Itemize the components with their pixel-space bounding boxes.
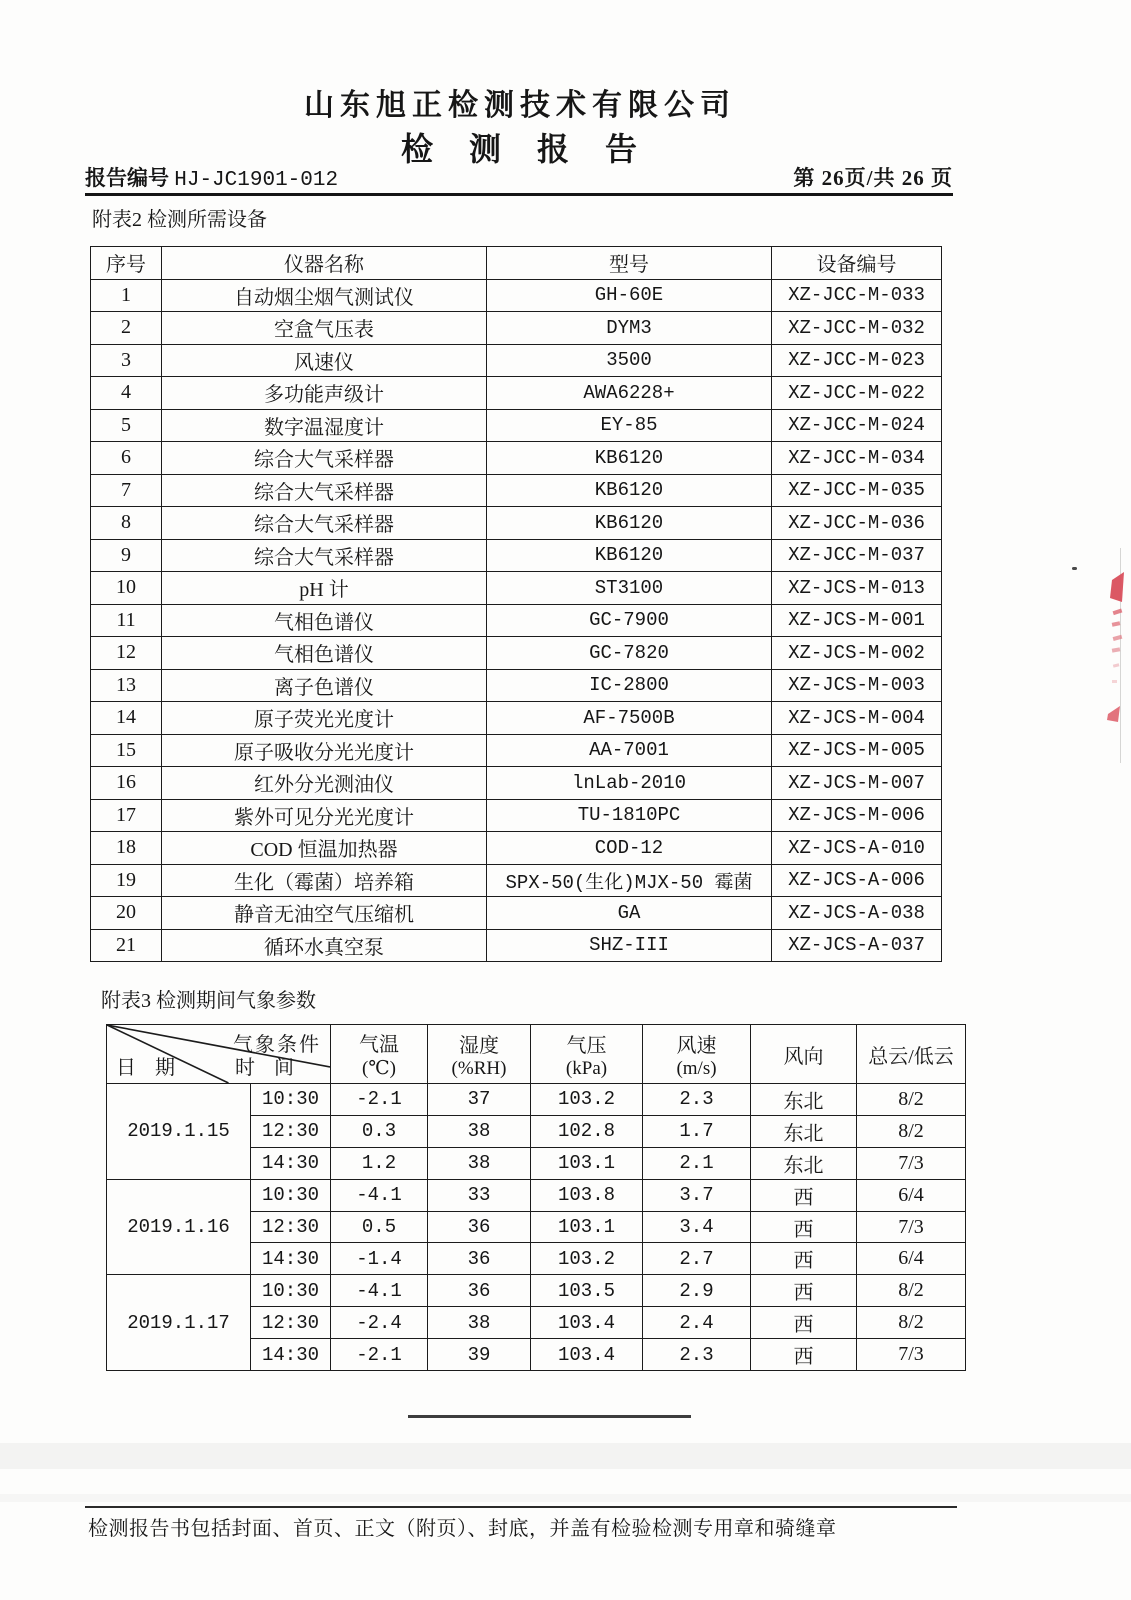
eq-name-cell: 综合大气采样器 xyxy=(162,507,487,540)
weather-value-cell: 1.7 xyxy=(643,1115,751,1147)
eq-model-cell: KB6120 xyxy=(487,474,772,507)
equipment-row xyxy=(91,897,942,930)
eq-model-cell: GH-60E xyxy=(487,279,772,312)
eq-seq-cell: 12 xyxy=(91,637,162,670)
weather-value-cell: -2.4 xyxy=(331,1307,428,1339)
company-name: 山东旭正检测技术有限公司 xyxy=(304,89,736,122)
eq-seq-cell: 17 xyxy=(91,799,162,832)
weather-value-cell: 103.1 xyxy=(531,1211,643,1243)
equipment-table-header xyxy=(91,247,942,280)
eq-code-cell: XZ-JCS-A-038 xyxy=(772,897,942,930)
eq-model-cell: EY-85 xyxy=(487,409,772,442)
eq-model-cell: ST3100 xyxy=(487,572,772,605)
equipment-row xyxy=(91,832,942,865)
eq-model-cell: COD-12 xyxy=(487,832,772,865)
eq-model-cell: TU-1810PC xyxy=(487,799,772,832)
eq-seq-cell: 19 xyxy=(91,864,162,897)
time-cell: 14:30 xyxy=(251,1147,331,1179)
eq-seq-cell: 7 xyxy=(91,474,162,507)
weather-value-cell: 东北 xyxy=(751,1147,857,1179)
weather-value-cell: 0.5 xyxy=(331,1211,428,1243)
weather-value-cell: 38 xyxy=(428,1115,531,1147)
eq-code-cell: XZ-JCC-M-023 xyxy=(772,344,942,377)
weather-value-cell: 36 xyxy=(428,1211,531,1243)
weather-value-cell: 8/2 xyxy=(857,1307,966,1339)
table3-caption: 附表3 检测期间气象参数 xyxy=(101,990,316,1012)
eq-model-cell: AF-7500B xyxy=(487,702,772,735)
weather-value-cell: 8/2 xyxy=(857,1275,966,1307)
eq-code-cell: XZ-JCS-M-001 xyxy=(772,604,942,637)
date-cell: 2019.1.15 xyxy=(107,1084,251,1180)
scan-artifact-band xyxy=(0,1494,1131,1502)
signature-line xyxy=(408,1415,691,1418)
eq-code-cell: XZ-JCS-A-010 xyxy=(772,832,942,865)
eq-model-cell: GA xyxy=(487,897,772,930)
equipment-table-body xyxy=(91,279,942,962)
eq-model-cell: KB6120 xyxy=(487,442,772,475)
time-cell: 12:30 xyxy=(251,1115,331,1147)
eq-name-cell: 空盒气压表 xyxy=(162,312,487,345)
eq-code-cell: XZ-JCC-M-035 xyxy=(772,474,942,507)
weather-value-cell: 7/3 xyxy=(857,1147,966,1179)
red-seal-stamp-fragment xyxy=(1098,552,1131,762)
col-header-seq: 序号 xyxy=(91,247,162,280)
weather-value-cell: 2.3 xyxy=(643,1339,751,1371)
weather-value-cell: 西 xyxy=(751,1179,857,1211)
weather-value-cell: -4.1 xyxy=(331,1275,428,1307)
equipment-row xyxy=(91,442,942,475)
time-cell: 10:30 xyxy=(251,1179,331,1211)
col-header-humidity: 湿度 (%RH) xyxy=(428,1025,531,1084)
eq-code-cell: XZ-JCC-M-022 xyxy=(772,377,942,410)
eq-seq-cell: 5 xyxy=(91,409,162,442)
footer-divider xyxy=(85,1506,957,1508)
eq-seq-cell: 16 xyxy=(91,767,162,800)
diag-label-date: 日 期 xyxy=(116,1057,175,1079)
weather-table xyxy=(106,1024,966,1371)
eq-seq-cell: 14 xyxy=(91,702,162,735)
weather-value-cell: 6/4 xyxy=(857,1179,966,1211)
eq-seq-cell: 20 xyxy=(91,897,162,930)
time-cell: 12:30 xyxy=(251,1307,331,1339)
weather-value-cell: 0.3 xyxy=(331,1115,428,1147)
eq-seq-cell: 9 xyxy=(91,539,162,572)
eq-name-cell: 气相色谱仪 xyxy=(162,637,487,670)
eq-name-cell: 综合大气采样器 xyxy=(162,474,487,507)
col-header-model: 型号 xyxy=(487,247,772,280)
date-cell: 2019.1.16 xyxy=(107,1179,251,1275)
eq-seq-cell: 1 xyxy=(91,279,162,312)
weather-value-cell: 3.7 xyxy=(643,1179,751,1211)
eq-code-cell: XZ-JCS-M-005 xyxy=(772,734,942,767)
equipment-row xyxy=(91,864,942,897)
equipment-row xyxy=(91,279,942,312)
eq-model-cell: AA-7001 xyxy=(487,734,772,767)
time-cell: 10:30 xyxy=(251,1275,331,1307)
eq-name-cell: 综合大气采样器 xyxy=(162,442,487,475)
header-divider xyxy=(85,193,953,196)
equipment-row xyxy=(91,409,942,442)
time-cell: 10:30 xyxy=(251,1084,331,1116)
weather-value-cell: 103.2 xyxy=(531,1243,643,1275)
scan-artifact-band xyxy=(0,1443,1131,1469)
weather-row xyxy=(107,1179,966,1211)
eq-seq-cell: 11 xyxy=(91,604,162,637)
eq-model-cell: GC-7820 xyxy=(487,637,772,670)
report-number-value: HJ-JC1901-012 xyxy=(174,169,339,192)
report-number xyxy=(85,162,338,192)
eq-code-cell: XZ-JCC-M-034 xyxy=(772,442,942,475)
weather-value-cell: 2.4 xyxy=(643,1307,751,1339)
weather-value-cell: 103.1 xyxy=(531,1147,643,1179)
weather-table-body xyxy=(107,1084,966,1371)
weather-value-cell: 3.4 xyxy=(643,1211,751,1243)
eq-seq-cell: 8 xyxy=(91,507,162,540)
weather-value-cell: 2.7 xyxy=(643,1243,751,1275)
weather-value-cell: 1.2 xyxy=(331,1147,428,1179)
equipment-table xyxy=(90,246,942,962)
diag-label-condition: 气象条件 xyxy=(233,1034,321,1056)
col-header-pressure: 气压 (kPa) xyxy=(531,1025,643,1084)
equipment-row xyxy=(91,702,942,735)
eq-model-cell: 3500 xyxy=(487,344,772,377)
eq-model-cell: KB6120 xyxy=(487,539,772,572)
eq-seq-cell: 4 xyxy=(91,377,162,410)
eq-model-cell: SHZ-III xyxy=(487,929,772,962)
col-header-cloud: 总云/低云 xyxy=(857,1025,966,1084)
equipment-row xyxy=(91,669,942,702)
eq-code-cell: XZ-JCS-A-037 xyxy=(772,929,942,962)
weather-value-cell: 39 xyxy=(428,1339,531,1371)
weather-value-cell: 东北 xyxy=(751,1084,857,1116)
report-number-label: 报告编号 xyxy=(85,166,169,190)
eq-model-cell: GC-7900 xyxy=(487,604,772,637)
eq-code-cell: XZ-JCS-M-013 xyxy=(772,572,942,605)
time-cell: 14:30 xyxy=(251,1243,331,1275)
eq-code-cell: XZ-JCC-M-033 xyxy=(772,279,942,312)
eq-name-cell: 原子吸收分光光度计 xyxy=(162,734,487,767)
equipment-row xyxy=(91,377,942,410)
weather-value-cell: 西 xyxy=(751,1339,857,1371)
table2-caption: 附表2 检测所需设备 xyxy=(92,209,267,231)
eq-name-cell: 红外分光测油仪 xyxy=(162,767,487,800)
eq-seq-cell: 3 xyxy=(91,344,162,377)
eq-name-cell: 原子荧光光度计 xyxy=(162,702,487,735)
eq-code-cell: XZ-JCS-A-006 xyxy=(772,864,942,897)
weather-value-cell: -4.1 xyxy=(331,1179,428,1211)
eq-model-cell: IC-2800 xyxy=(487,669,772,702)
weather-value-cell: 西 xyxy=(751,1243,857,1275)
weather-value-cell: 8/2 xyxy=(857,1115,966,1147)
weather-value-cell: -2.1 xyxy=(331,1084,428,1116)
weather-value-cell: 36 xyxy=(428,1275,531,1307)
col-header-code: 设备编号 xyxy=(772,247,942,280)
eq-name-cell: 风速仪 xyxy=(162,344,487,377)
equipment-row xyxy=(91,799,942,832)
weather-value-cell: 2.3 xyxy=(643,1084,751,1116)
eq-seq-cell: 15 xyxy=(91,734,162,767)
eq-code-cell: XZ-JCS-M-003 xyxy=(772,669,942,702)
weather-row xyxy=(107,1275,966,1307)
eq-seq-cell: 10 xyxy=(91,572,162,605)
eq-name-cell: 综合大气采样器 xyxy=(162,539,487,572)
eq-name-cell: 气相色谱仪 xyxy=(162,604,487,637)
eq-model-cell: lnLab-2010 xyxy=(487,767,772,800)
equipment-row xyxy=(91,767,942,800)
eq-code-cell: XZ-JCS-M-004 xyxy=(772,702,942,735)
equipment-row xyxy=(91,637,942,670)
equipment-row xyxy=(91,474,942,507)
eq-code-cell: XZ-JCS-M-006 xyxy=(772,799,942,832)
weather-value-cell: 2.9 xyxy=(643,1275,751,1307)
weather-value-cell: 102.8 xyxy=(531,1115,643,1147)
report-title: 检 测 报 告 xyxy=(400,131,639,167)
weather-value-cell: 37 xyxy=(428,1084,531,1116)
page-indicator: 第 26页/共 26 页 xyxy=(793,166,953,190)
equipment-row xyxy=(91,507,942,540)
weather-value-cell: 38 xyxy=(428,1147,531,1179)
time-cell: 12:30 xyxy=(251,1211,331,1243)
eq-name-cell: 数字温湿度计 xyxy=(162,409,487,442)
weather-value-cell: 103.8 xyxy=(531,1179,643,1211)
weather-value-cell: 西 xyxy=(751,1211,857,1243)
weather-value-cell: 33 xyxy=(428,1179,531,1211)
weather-value-cell: 7/3 xyxy=(857,1339,966,1371)
weather-value-cell: -2.1 xyxy=(331,1339,428,1371)
weather-value-cell: 103.5 xyxy=(531,1275,643,1307)
eq-name-cell: 多功能声级计 xyxy=(162,377,487,410)
report-meta-row xyxy=(85,162,953,192)
weather-value-cell: 西 xyxy=(751,1275,857,1307)
equipment-row xyxy=(91,929,942,962)
eq-model-cell: AWA6228+ xyxy=(487,377,772,410)
eq-name-cell: 生化（霉菌）培养箱 xyxy=(162,864,487,897)
equipment-row xyxy=(91,344,942,377)
weather-value-cell: 103.4 xyxy=(531,1339,643,1371)
eq-code-cell: XZ-JCS-M-007 xyxy=(772,767,942,800)
equipment-row xyxy=(91,604,942,637)
weather-value-cell: 东北 xyxy=(751,1115,857,1147)
equipment-row xyxy=(91,734,942,767)
diag-label-time: 时 间 xyxy=(235,1057,294,1079)
eq-seq-cell: 21 xyxy=(91,929,162,962)
eq-name-cell: COD 恒温加热器 xyxy=(162,832,487,865)
weather-value-cell: 103.2 xyxy=(531,1084,643,1116)
time-cell: 14:30 xyxy=(251,1339,331,1371)
diagonal-header-cell xyxy=(107,1025,331,1084)
eq-name-cell: 离子色谱仪 xyxy=(162,669,487,702)
weather-value-cell: 西 xyxy=(751,1307,857,1339)
col-header-wind-direction: 风向 xyxy=(751,1025,857,1084)
date-cell: 2019.1.17 xyxy=(107,1275,251,1371)
eq-name-cell: 循环水真空泵 xyxy=(162,929,487,962)
weather-row xyxy=(107,1084,966,1116)
eq-name-cell: 静音无油空气压缩机 xyxy=(162,897,487,930)
eq-name-cell: 自动烟尘烟气测试仪 xyxy=(162,279,487,312)
col-header-wind-speed: 风速 (m/s) xyxy=(643,1025,751,1084)
eq-name-cell: 紫外可见分光光度计 xyxy=(162,799,487,832)
weather-value-cell: -1.4 xyxy=(331,1243,428,1275)
eq-seq-cell: 6 xyxy=(91,442,162,475)
eq-seq-cell: 2 xyxy=(91,312,162,345)
eq-model-cell: DYM3 xyxy=(487,312,772,345)
weather-value-cell: 8/2 xyxy=(857,1084,966,1116)
weather-value-cell: 2.1 xyxy=(643,1147,751,1179)
eq-name-cell: pH 计 xyxy=(162,572,487,605)
equipment-row xyxy=(91,312,942,345)
eq-code-cell: XZ-JCC-M-036 xyxy=(772,507,942,540)
eq-model-cell: SPX-50(生化)MJX-50 霉菌 xyxy=(487,864,772,897)
eq-seq-cell: 18 xyxy=(91,832,162,865)
equipment-row xyxy=(91,539,942,572)
eq-seq-cell: 13 xyxy=(91,669,162,702)
eq-model-cell: KB6120 xyxy=(487,507,772,540)
equipment-row xyxy=(91,572,942,605)
eq-code-cell: XZ-JCS-M-002 xyxy=(772,637,942,670)
weather-value-cell: 7/3 xyxy=(857,1211,966,1243)
weather-value-cell: 36 xyxy=(428,1243,531,1275)
col-header-temperature: 气温 (℃) xyxy=(331,1025,428,1084)
eq-code-cell: XZ-JCC-M-024 xyxy=(772,409,942,442)
weather-table-header xyxy=(107,1025,966,1084)
weather-value-cell: 38 xyxy=(428,1307,531,1339)
footer-note: 检测报告书包括封面、首页、正文（附页）、封底，并盖有检验检测专用章和骑缝章 xyxy=(88,1518,837,1540)
weather-value-cell: 6/4 xyxy=(857,1243,966,1275)
scan-speck xyxy=(1072,567,1077,570)
weather-value-cell: 103.4 xyxy=(531,1307,643,1339)
eq-code-cell: XZ-JCC-M-037 xyxy=(772,539,942,572)
eq-code-cell: XZ-JCC-M-032 xyxy=(772,312,942,345)
col-header-name: 仪器名称 xyxy=(162,247,487,280)
